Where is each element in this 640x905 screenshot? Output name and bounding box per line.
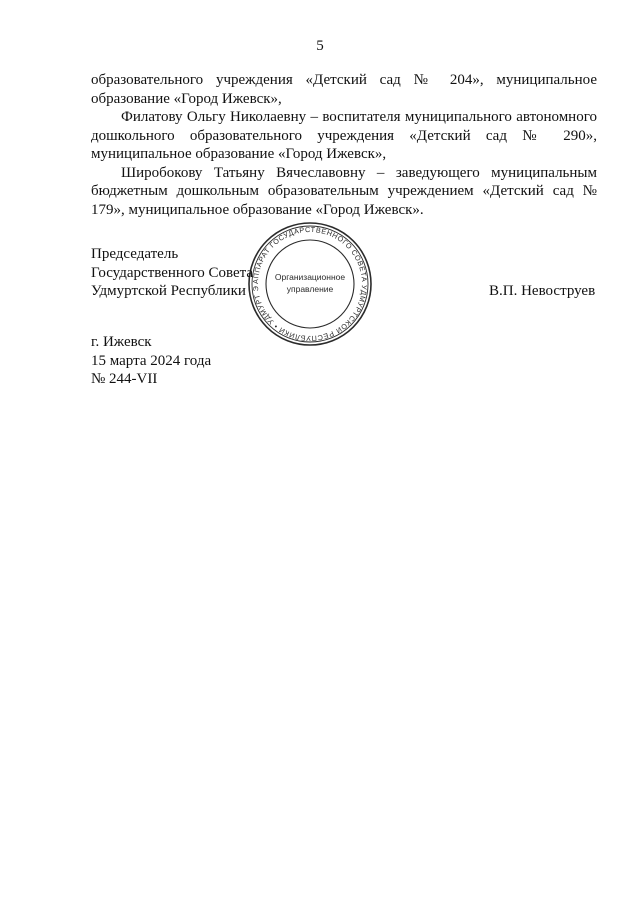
signature-block: [91, 245, 253, 301]
stamp-center-line2: управление: [286, 284, 334, 294]
paragraph-filatova: Филатову Ольгу Николаевну – воспитателя муниципального автономного дошкольного образовательного учреждения «Детский сад № 290», муниципальное образование «Город Ижевск»,: [91, 109, 597, 162]
city: г. Ижевск: [91, 334, 152, 350]
paragraph-continuation: образовательного учреждения «Детский сад № 204», муниципальное образование «Город Ижевск»,: [91, 72, 597, 107]
stamp-seal-icon: [246, 220, 374, 348]
signatory-title-line3: Удмуртской Республики: [91, 283, 246, 299]
stamp-ring-text: АППАРАТ ГОСУДАРСТВЕННОГО СОВЕТА УДМУРТСКОЙ РЕСПУБЛИКИ • УДМУРТ Э: [250, 224, 370, 344]
place-date-block: [91, 333, 211, 389]
signatory-title-line2: Государственного Совета: [91, 264, 254, 281]
document-number: № 244-VII: [91, 371, 158, 387]
page-number: 5: [316, 38, 324, 54]
stamp-center-line1: Организационное: [274, 272, 346, 282]
document-date: 15 марта 2024 года: [91, 352, 212, 369]
document-body: [91, 71, 597, 219]
official-stamp: [246, 220, 374, 348]
signatory-name: В.П. Невоструев: [489, 283, 596, 299]
signatory-title-line1: Председатель: [91, 246, 179, 262]
paragraph-shirobokova: Широбокову Татьяну Вячеславовну – заведующего муниципальным бюджетным дошкольным образовательным учреждением «Детский сад № 179», муниципальное образование «Город Ижевск».: [91, 164, 597, 218]
